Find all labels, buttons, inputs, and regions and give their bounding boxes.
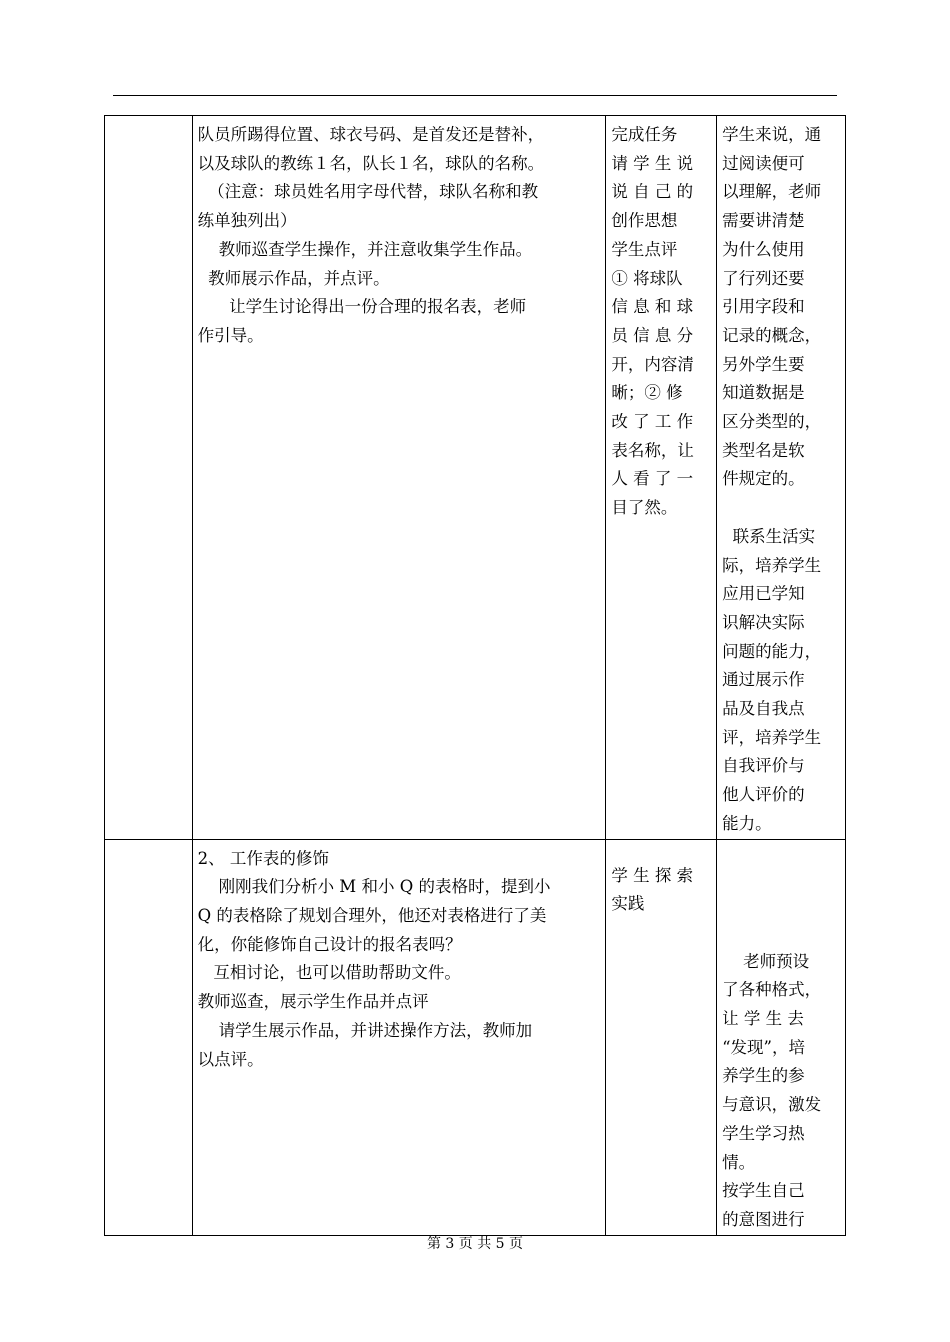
text-line: 引用字段和 <box>722 297 805 317</box>
text-line: 学生来说，通 <box>722 125 822 144</box>
text-line: 情。 <box>722 1152 756 1172</box>
design-intent-cell <box>717 839 846 1235</box>
text-line: 创作思想 <box>611 211 678 231</box>
text-line: 通过展示作 <box>722 670 805 690</box>
text-line: 让 学 生 去 <box>722 1008 804 1028</box>
text-line: 目了然。 <box>611 498 678 518</box>
student-activity-cell <box>606 839 717 1235</box>
intent-text <box>717 840 845 1235</box>
intent-text <box>717 116 845 839</box>
lesson-plan-table <box>104 115 846 1236</box>
text-line: 的意图进行 <box>722 1209 805 1229</box>
text-line: 化，你能修饰自己设计的报名表吗？ <box>197 934 462 954</box>
text-line: 了各种格式， <box>722 980 822 1000</box>
text-line: “发现”，培 <box>722 1037 805 1057</box>
student-text <box>606 840 716 919</box>
student-text <box>606 116 716 523</box>
text-line: 按学生自己 <box>722 1181 805 1201</box>
text-line: 记录的概念， <box>722 325 822 345</box>
text-line: 信 息 和 球 <box>611 297 694 317</box>
text-line: 学 生 探 索 <box>611 865 694 885</box>
text-line: 区分类型的， <box>722 412 822 432</box>
text-line: 以理解，老师 <box>722 182 822 202</box>
student-activity-cell <box>606 116 717 840</box>
text-line: 应用已学知 <box>722 584 805 604</box>
text-line: 作引导。 <box>197 325 264 345</box>
teacher-activity-cell <box>192 839 606 1235</box>
text-line: 问题的能力， <box>722 641 822 661</box>
text-line: 品及自我点 <box>722 699 805 719</box>
text-line: 请 学 生 说 <box>611 153 694 173</box>
text-line: 晰；② 修 <box>611 383 683 403</box>
text-line: 说 自 己 的 <box>611 182 694 202</box>
text-line: 为什么使用 <box>722 239 805 259</box>
text-line: 另外学生要 <box>722 354 805 374</box>
page-number-footer: 第 3 页 共 5 页 <box>426 1236 524 1252</box>
stage-cell <box>105 839 193 1235</box>
text-line: 请学生展示作品，并讲述操作方法，教师加 <box>197 1020 533 1040</box>
text-line: 需要讲清楚 <box>722 211 805 231</box>
text-line: 练单独列出） <box>197 211 297 231</box>
text-line: 过阅读便可 <box>722 153 805 173</box>
text-line: 队员所踢得位置、球衣号码、是首发还是替补， <box>197 125 545 144</box>
text-line: 老师预设 <box>722 951 810 971</box>
text-line: 养学生的参 <box>722 1066 805 1086</box>
text-line: 学生点评 <box>611 239 678 259</box>
text-line: 人 看 了 一 <box>611 469 694 489</box>
text-line: 实践 <box>611 894 645 914</box>
text-line: 教师展示作品，并点评。 <box>197 268 390 288</box>
text-line: 2、 工作表的修饰 <box>197 848 329 868</box>
text-line: 以及球队的教练１名，队长１名，球队的名称。 <box>197 153 545 173</box>
text-line: 改 了 工 作 <box>611 412 694 432</box>
text-line: 能力。 <box>722 813 772 833</box>
text-line: 完成任务 <box>611 125 678 144</box>
text-line: 让学生讨论得出一份合理的报名表，老师 <box>197 297 527 317</box>
table-row <box>105 839 846 1235</box>
header-rule <box>113 95 837 96</box>
text-line: 表名称，让 <box>611 440 694 460</box>
text-line: 以点评。 <box>197 1049 264 1069</box>
text-line: 互相讨论，也可以借助帮助文件。 <box>197 963 461 983</box>
text-line: 教师巡查学生操作，并注意收集学生作品。 <box>197 239 533 259</box>
text-line: 自我评价与 <box>722 756 805 776</box>
teacher-activity-cell <box>192 116 606 840</box>
text-line: 开，内容清 <box>611 354 694 374</box>
text-line: 识解决实际 <box>722 612 805 632</box>
text-line: 评，培养学生 <box>722 727 822 747</box>
text-line: 际，培养学生 <box>722 555 822 575</box>
text-line: 类型名是软 <box>722 440 805 460</box>
text-line: 员 信 息 分 <box>611 325 694 345</box>
stage-cell <box>105 116 193 840</box>
text-line: 联系生活实 <box>722 526 816 546</box>
text-line: 学生学习热 <box>722 1123 805 1143</box>
text-line: Q 的表格除了规划合理外，他还对表格进行了美 <box>197 905 547 925</box>
text-line <box>722 494 840 523</box>
text-line: 刚刚我们分析小 M 和小 Q 的表格时，提到小 <box>197 877 551 897</box>
text-line: （注意：球员姓名用字母代替，球队名称和教 <box>197 182 539 202</box>
design-intent-cell <box>717 116 846 840</box>
text-line: 知道数据是 <box>722 383 805 403</box>
activity-text <box>193 116 606 351</box>
text-line: 与意识，激发 <box>722 1095 822 1115</box>
text-line: 件规定的。 <box>722 469 805 489</box>
text-line: ① 将球队 <box>611 268 683 288</box>
table-row <box>105 116 846 840</box>
text-line: 他人评价的 <box>722 785 805 805</box>
text-line: 了行列还要 <box>722 268 805 288</box>
activity-text <box>193 840 606 1075</box>
text-line: 教师巡查，展示学生作品并点评 <box>197 992 429 1012</box>
